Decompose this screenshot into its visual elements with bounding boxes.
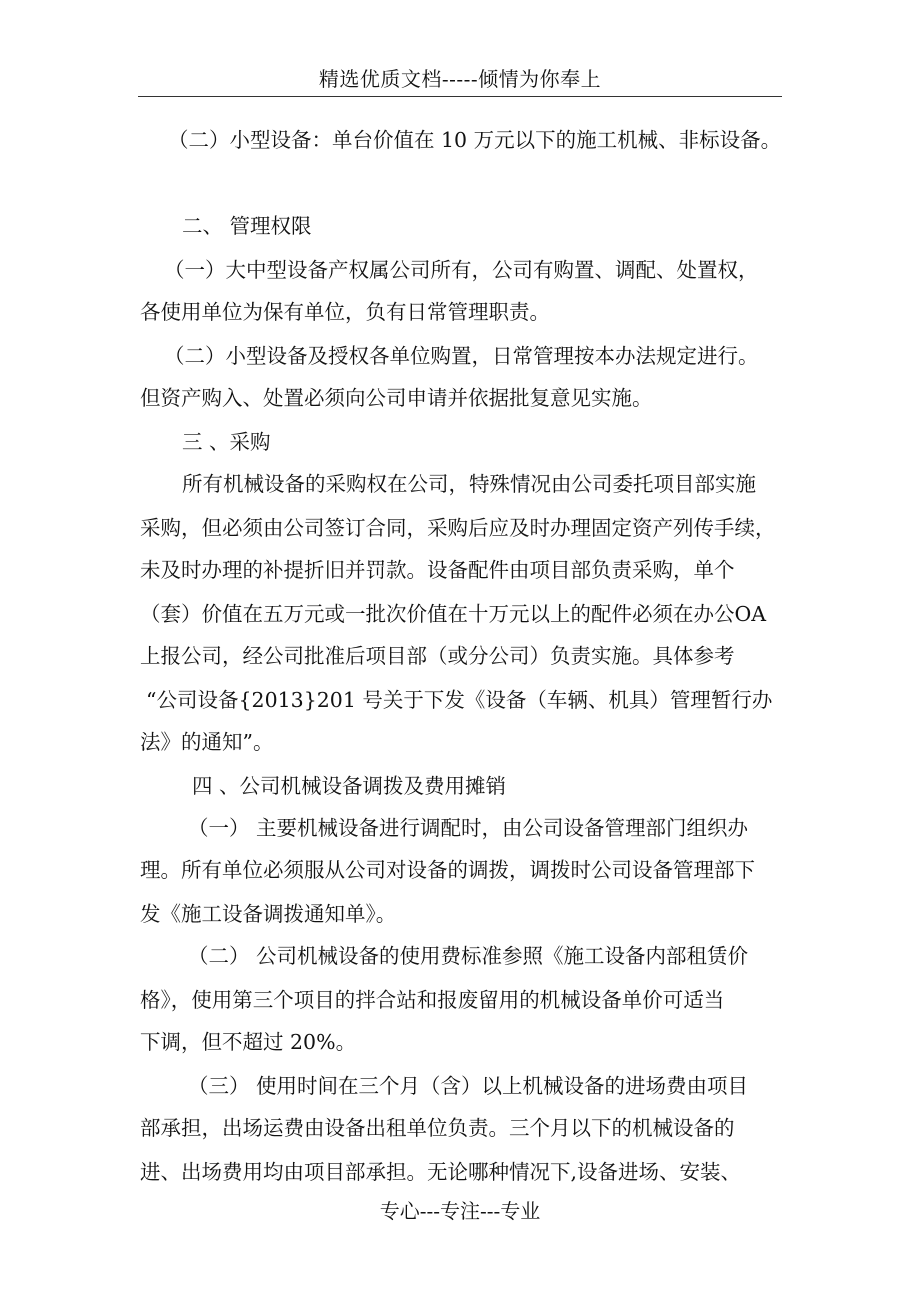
paragraph-line: （二）小型设备：单台价值在 10 万元以下的施工机械、非标设备。 [168,128,782,152]
paragraph-line: 格》，使用第三个项目的拌合站和报废留用的机械设备单价可适当 [140,988,725,1012]
paragraph-line: 进、出场费用均由项目部承担。无论哪种情况下,设备进场、安装、 [140,1160,742,1184]
paragraph-line: “公司设备{2013}201 号关于下发《设备（车辆、机具）管理暂行办 [146,688,773,712]
paragraph-line: 但资产购入、处置必须向公司申请并依据批复意见实施。 [140,386,653,410]
paragraph-line: （套）价值在五万元或一批次价值在十万元以上的配件必须在办公OA [140,602,767,626]
paragraph-line: 上报公司，经公司批准后项目部（或分公司）负责实施。具体参考 [140,644,735,668]
paragraph-line: 所有机械设备的采购权在公司，特殊情况由公司委托项目部实施 [182,472,756,496]
paragraph-line: （三） 使用时间在三个月（含）以上机械设备的进场费由项目 [188,1074,749,1098]
paragraph-line: （二）小型设备及授权各单位购置，日常管理按本办法规定进行。 [164,344,759,368]
section-heading: 二、 管理权限 [182,214,312,238]
header-divider [138,96,782,97]
paragraph-line: 理。所有单位必须服从公司对设备的调拨，调拨时公司设备管理部下 [140,858,755,882]
paragraph-line: 发《施工设备调拨通知单》。 [140,902,397,926]
paragraph-line: （二） 公司机械设备的使用费标准参照《施工设备内部租赁价 [188,944,749,968]
paragraph-line: 部承担，出场运费由设备出租单位负责。三个月以下的机械设备的 [140,1116,735,1140]
paragraph-line: （一）大中型设备产权属公司所有，公司有购置、调配、处置权， [164,258,759,282]
section-heading: 三 、采购 [182,430,271,454]
paragraph-line: （一） 主要机械设备进行调配时，由公司设备管理部门组织办 [188,816,749,840]
paragraph-line: 各使用单位为保有单位，负有日常管理职责。 [140,300,550,324]
page-header: 精选优质文档-----倾情为你奉上 [318,67,602,91]
paragraph-line: 下调，但不超过 20%。 [140,1030,357,1054]
section-heading: 四 、公司机械设备调拨及费用摊销 [192,774,507,798]
page-footer: 专心---专注---专业 [379,1199,541,1223]
paragraph-line: 法》的通知”。 [140,730,274,754]
paragraph-line: 未及时办理的补提折旧并罚款。设备配件由项目部负责采购，单个 [140,558,735,582]
paragraph-line: 采购，但必须由公司签订合同，采购后应及时办理固定资产列传手续， [140,516,776,540]
